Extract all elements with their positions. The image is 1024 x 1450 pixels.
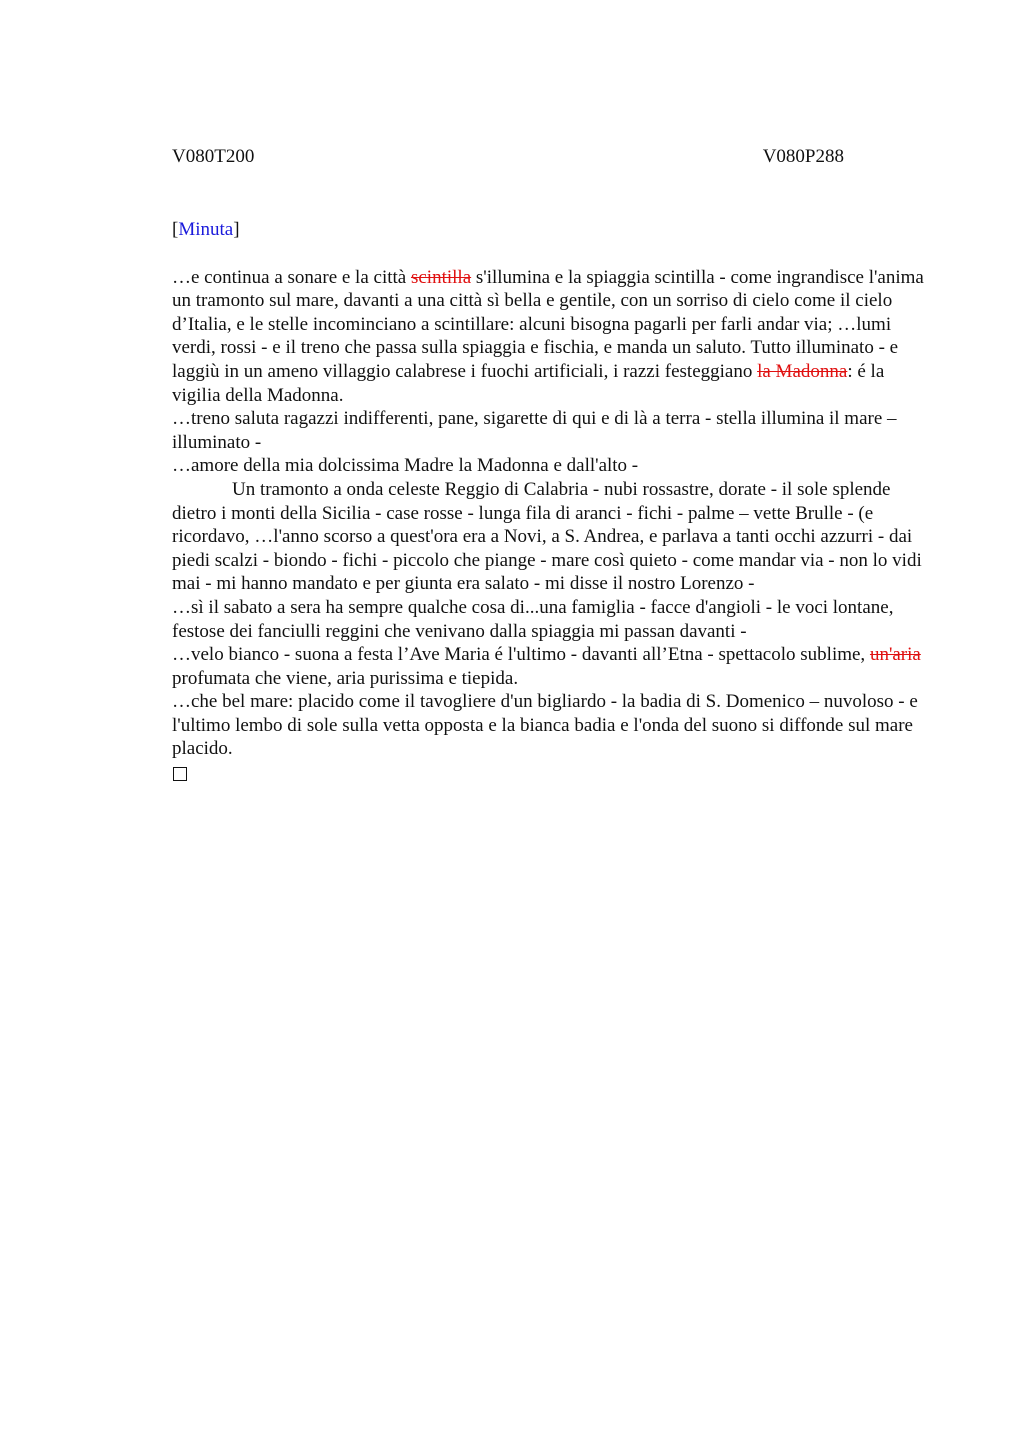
header-left-code: V080T200 [172, 146, 255, 167]
close-bracket: ] [233, 219, 240, 240]
section-label [172, 218, 930, 242]
document-page [172, 145, 930, 788]
paragraph-1-text-c: : é la vigilia della Madonna. [172, 360, 885, 406]
paragraph-1 [172, 266, 930, 408]
empty-square-icon [173, 767, 187, 781]
paragraph-3: …amore della mia dolcissima Madre la Madonna e dall'alto - [172, 455, 639, 477]
end-marker [172, 761, 930, 788]
header-right-code: V080P288 [762, 146, 844, 167]
paragraph-1-text-a: …e continua a sonare e la città [172, 266, 411, 288]
deleted-word-scintilla: scintilla [410, 266, 472, 288]
paragraph-2: …treno saluta ragazzi indifferenti, pane, sigarette di qui e di là a terra - stella illumina il mare – illuminato - [172, 408, 897, 453]
deleted-phrase-la-madonna: la Madonna [757, 360, 848, 382]
minuta-label: Minuta [178, 219, 234, 240]
open-bracket: [ [172, 219, 179, 240]
paragraph-7: …che bel mare: placido come il tavogliere d'un bigliardo - la badia di S. Domenico – nuvoloso - e l'ultimo lembo di sole sulla vetta opposta e la bianca badia e l'onda del suono si diffonde sul mare placido. [172, 691, 918, 760]
deleted-phrase-un-aria: un'aria [869, 644, 921, 666]
paragraph-1-text-b: s'illumina e la spiaggia scintilla - come ingrandisce l'anima un tramonto sul mare, davanti a una città sì bella e gentile, con un sorriso di cielo come il cielo d’Italia, e le stelle incominciano a scintillare: alcuni bisogna pagarli per farli andar via; …lumi verdi, rossi - e il treno che passa sulla spiaggia e fischia, e manda un saluto. Tutto illuminato - e laggiù in un ameno villaggio calabrese i fuochi artificiali, i razzi festeggiano [172, 266, 924, 382]
paragraph-4: Un tramonto a onda celeste Reggio di Calabria - nubi rossastre, dorate - il sole splende dietro i monti della Sicilia - case rosse - lunga fila di aranci - fichi - palme – vette Brulle - (e ricordavo, …l'anno scorso a quest'ora era a Novi, a S. Andrea, e parlava a tanti occhi azzurri - dai piedi scalzi - biondo - fichi - piccolo che piange - mare così quieto - come mandar via - non lo vidi mai - mi hanno mandato e per giunta era salato - mi disse il nostro Lorenzo - [172, 478, 922, 595]
paragraph-6-text-b: profumata che viene, aria purissima e tiepida. [172, 667, 519, 689]
paragraph-6-text-a: …velo bianco - suona a festa l’Ave Maria é l'ultimo - davanti all’Etna - spettacolo sublime, [172, 644, 870, 666]
document-header [172, 145, 844, 169]
transcription-body [172, 266, 930, 788]
paragraph-6 [172, 643, 930, 690]
paragraph-5: …sì il sabato a sera ha sempre qualche cosa di...una famiglia - facce d'angioli - le voci lontane, festose dei fanciulli reggini che venivano dalla spiaggia mi passan davanti - [172, 596, 894, 642]
